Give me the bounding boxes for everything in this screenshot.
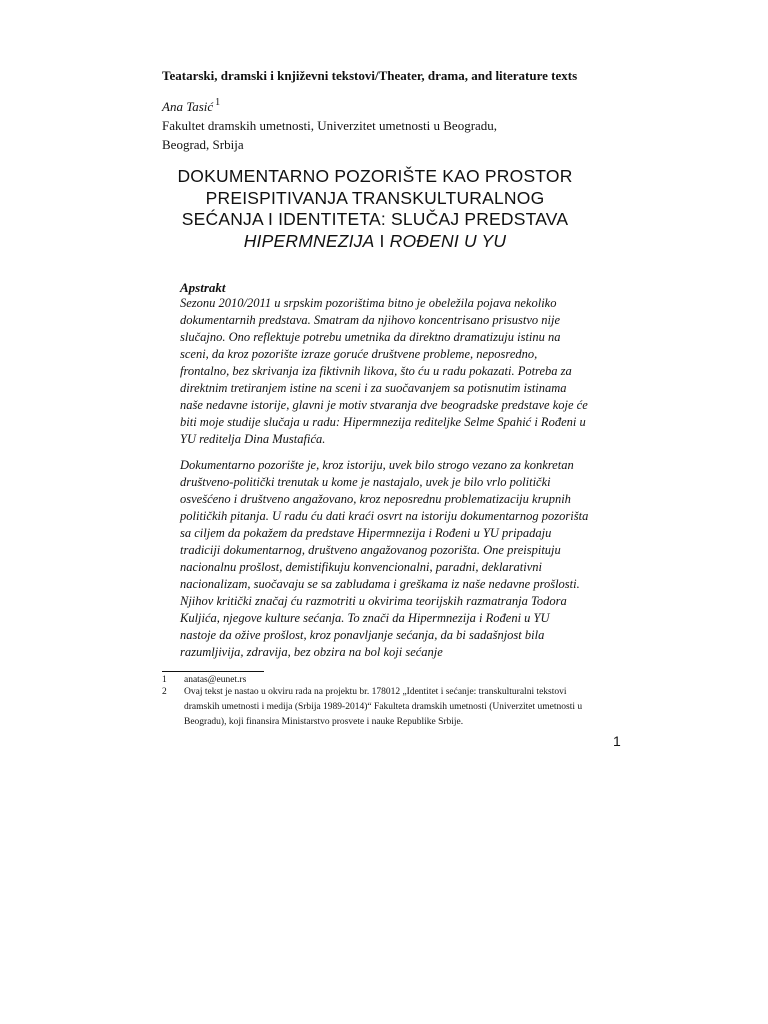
paper-title	[150, 166, 600, 252]
paragraph-line: tradiciji dokumentarnog, društveno angažovanog pozorišta. One preispituju	[180, 543, 561, 557]
paragraph-line: osvešćeno i društveno angažovano, kroz neposrednu problematizaciju krupnih	[180, 492, 571, 506]
footnote-separator	[162, 671, 264, 672]
paragraph-line: Njihov kritički značaj ću razmotriti u okvirima teorijskih razmatranja Todora	[180, 594, 567, 608]
title-line: SEĆANJA I IDENTITETA: SLUČAJ PREDSTAVA	[181, 209, 569, 229]
footnote-line: dramskih umetnosti i medija (Srbija 1989-2014)“ Fakulteta dramskih umetnosti (Univerzitet umetnosti u	[184, 702, 583, 712]
footnote-number: 2	[162, 687, 167, 697]
author-affiliation: Fakultet dramskih umetnosti, Univerzitet umetnosti u Beogradu,	[162, 118, 498, 133]
title-line: DOKUMENTARNO POZORIŠTE KAO PROSTOR	[177, 166, 573, 186]
author-name-text: Ana Tasić	[162, 99, 214, 114]
paragraph-line: YU reditelja Dina Mustafića.	[180, 432, 326, 446]
title-line	[150, 231, 600, 253]
paragraph-line: dokumentarnih predstava. Smatram da njihovo koncentrisano prisustvo nije	[180, 313, 561, 327]
abstract-paragraph-1	[180, 295, 630, 448]
author-footnote-mark: 1	[215, 97, 221, 108]
running-header: Teatarski, dramski i književni tekstovi/Theater, drama, and literature texts	[162, 68, 578, 83]
footnote-number: 1	[162, 675, 167, 685]
paragraph-line: slučajno. Ono reflektuje potrebu umetnika da direktno dramatizuju istinu na	[180, 330, 561, 344]
footnote-text	[184, 685, 614, 730]
paragraph-line: Dokumentarno pozorište je, kroz istoriju, uvek bilo strogo vezano za konkretan	[180, 458, 574, 472]
footnote-email-link[interactable]: anatas@eunet.rs	[184, 675, 247, 685]
title-conjunction: I	[374, 230, 390, 251]
title-play-rodeni-u-yu: ROĐENI U YU	[389, 230, 507, 251]
paragraph-line: sa ciljem da pokažem da predstave Hipermnezija i Rođeni u YU pripadaju	[180, 526, 552, 540]
author-name	[162, 97, 220, 115]
abstract-heading: Apstrakt	[180, 280, 226, 295]
paragraph-line: biti moje studije slučaja u radu: Hipermnezija rediteljke Selme Spahić i Rođeni u	[180, 415, 586, 429]
paragraph-line: razumljivija, zdravija, bez obzira na bol koji sećanje	[180, 645, 443, 659]
paragraph-line: sceni, da kroz pozorište izraze goruće društvene probleme, neposredno,	[180, 347, 538, 361]
title-play-hipermnezija: HIPERMNEZIJA	[243, 230, 375, 251]
paragraph-line: direktnim tretiranjem istine na sceni i za suočavanjem sa potisnutim istinama	[180, 381, 567, 395]
footnote-line: Beogradu), koji finansira Ministarstvo prosvete i nauke Republike Srbije.	[184, 717, 464, 727]
paragraph-line: Kuljića, njegove kulture sećanja. To znači da Hipermnezija i Rođeni u YU	[180, 611, 550, 625]
page-number: 1	[613, 733, 621, 749]
paragraph-line: nacionalizam, suočavaju se sa zabludama i greškama iz naše nedavne prošlosti.	[180, 577, 580, 591]
paragraph-line: nastoje da ožive prošlost, kroz ponavljanje sećanja, da bi sadašnjost bila	[180, 628, 545, 642]
paragraph-line: nacionalnu prošlost, demistifikuju konvencionalni, paradni, deklarativni	[180, 560, 542, 574]
paragraph-line: političkih pitanja. U radu ću dati kraći osvrt na istoriju dokumentarnog pozorišta	[180, 509, 589, 523]
author-location: Beograd, Srbija	[162, 137, 244, 152]
abstract-paragraph-2	[180, 457, 630, 661]
paragraph-line: društveno-politički trenutak u kome je nastajalo, uvek je bilo vrlo politički	[180, 475, 551, 489]
footnote-line: Ovaj tekst je nastao u okviru rada na projektu br. 178012 „Identitet i sećanje: transkulturalni tekstovi	[184, 687, 567, 697]
title-line: PREISPITIVANJA TRANSKULTURALNOG	[205, 187, 545, 208]
paragraph-line: naše nedavne istorije, glavni je motiv stvaranja dve beogradske predstave koje će	[180, 398, 588, 412]
paragraph-line: Sezonu 2010/2011 u srpskim pozorištima bitno je obeležila pojava nekoliko	[180, 296, 557, 310]
paragraph-line: frontalno, bez skrivanja iza fiktivnih likova, što ću u radu pokazati. Potreba za	[180, 364, 572, 378]
